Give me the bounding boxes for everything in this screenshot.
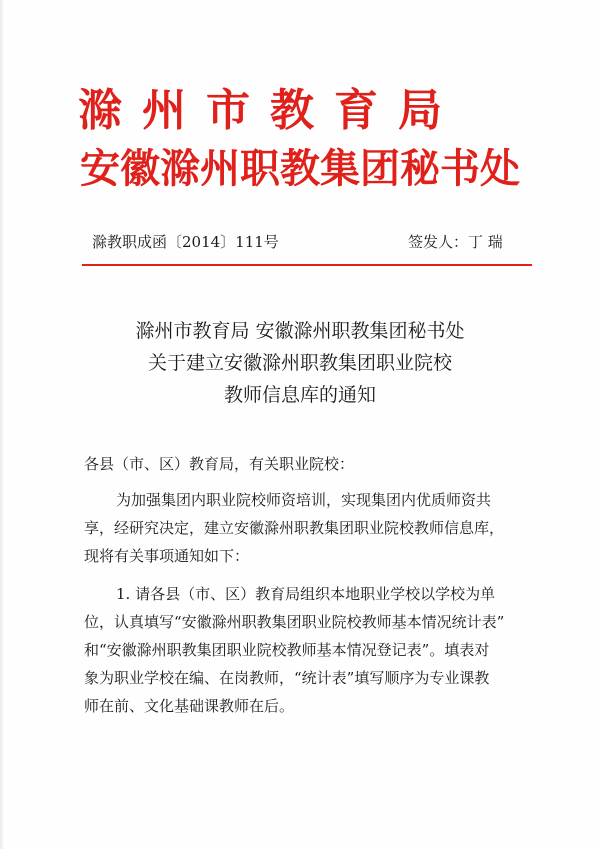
document-title-line2: 关于建立安徽滁州职教集团职业院校	[147, 352, 452, 374]
issuer-name-line1: 滁州市教育局	[78, 85, 462, 136]
body-line: 位，认真填写“安徽滁州职教集团职业院校教师基本情况统计表”	[84, 613, 505, 631]
document-title-line3: 教师信息库的通知	[223, 384, 376, 406]
body-line: 现将有关事项通知如下：	[84, 547, 250, 565]
scan-edge	[0, 0, 4, 849]
red-divider-line	[82, 264, 532, 266]
issuer-name-line2: 安徽滁州职教集团秘书处	[80, 146, 520, 192]
document-title-line1: 滁州市教育局 安徽滁州职教集团秘书处	[135, 320, 465, 342]
body-line: 象为职业学校在编、在岗教师，“统计表”填写顺序为专业课教	[84, 669, 490, 687]
body-line: 为加强集团内职业院校师资培训，实现集团内优质师资共	[116, 491, 492, 509]
signer: 签发人：丁 瑞	[408, 233, 503, 251]
document-number: 滁教职成函〔2014〕111号	[92, 233, 279, 251]
body-line: 和“安徽滁州职教集团职业院校教师基本情况登记表”。填表对	[84, 641, 490, 659]
body-line: 1. 请各县（市、区）教育局组织本地职业学校以学校为单	[116, 585, 496, 603]
salutation: 各县（市、区）教育局，有关职业院校：	[84, 455, 355, 473]
body-line: 享，经研究决定，建立安徽滁州职教集团职业院校教师信息库，	[84, 519, 505, 537]
body-line: 师在前、文化基础课教师在后。	[84, 697, 295, 715]
